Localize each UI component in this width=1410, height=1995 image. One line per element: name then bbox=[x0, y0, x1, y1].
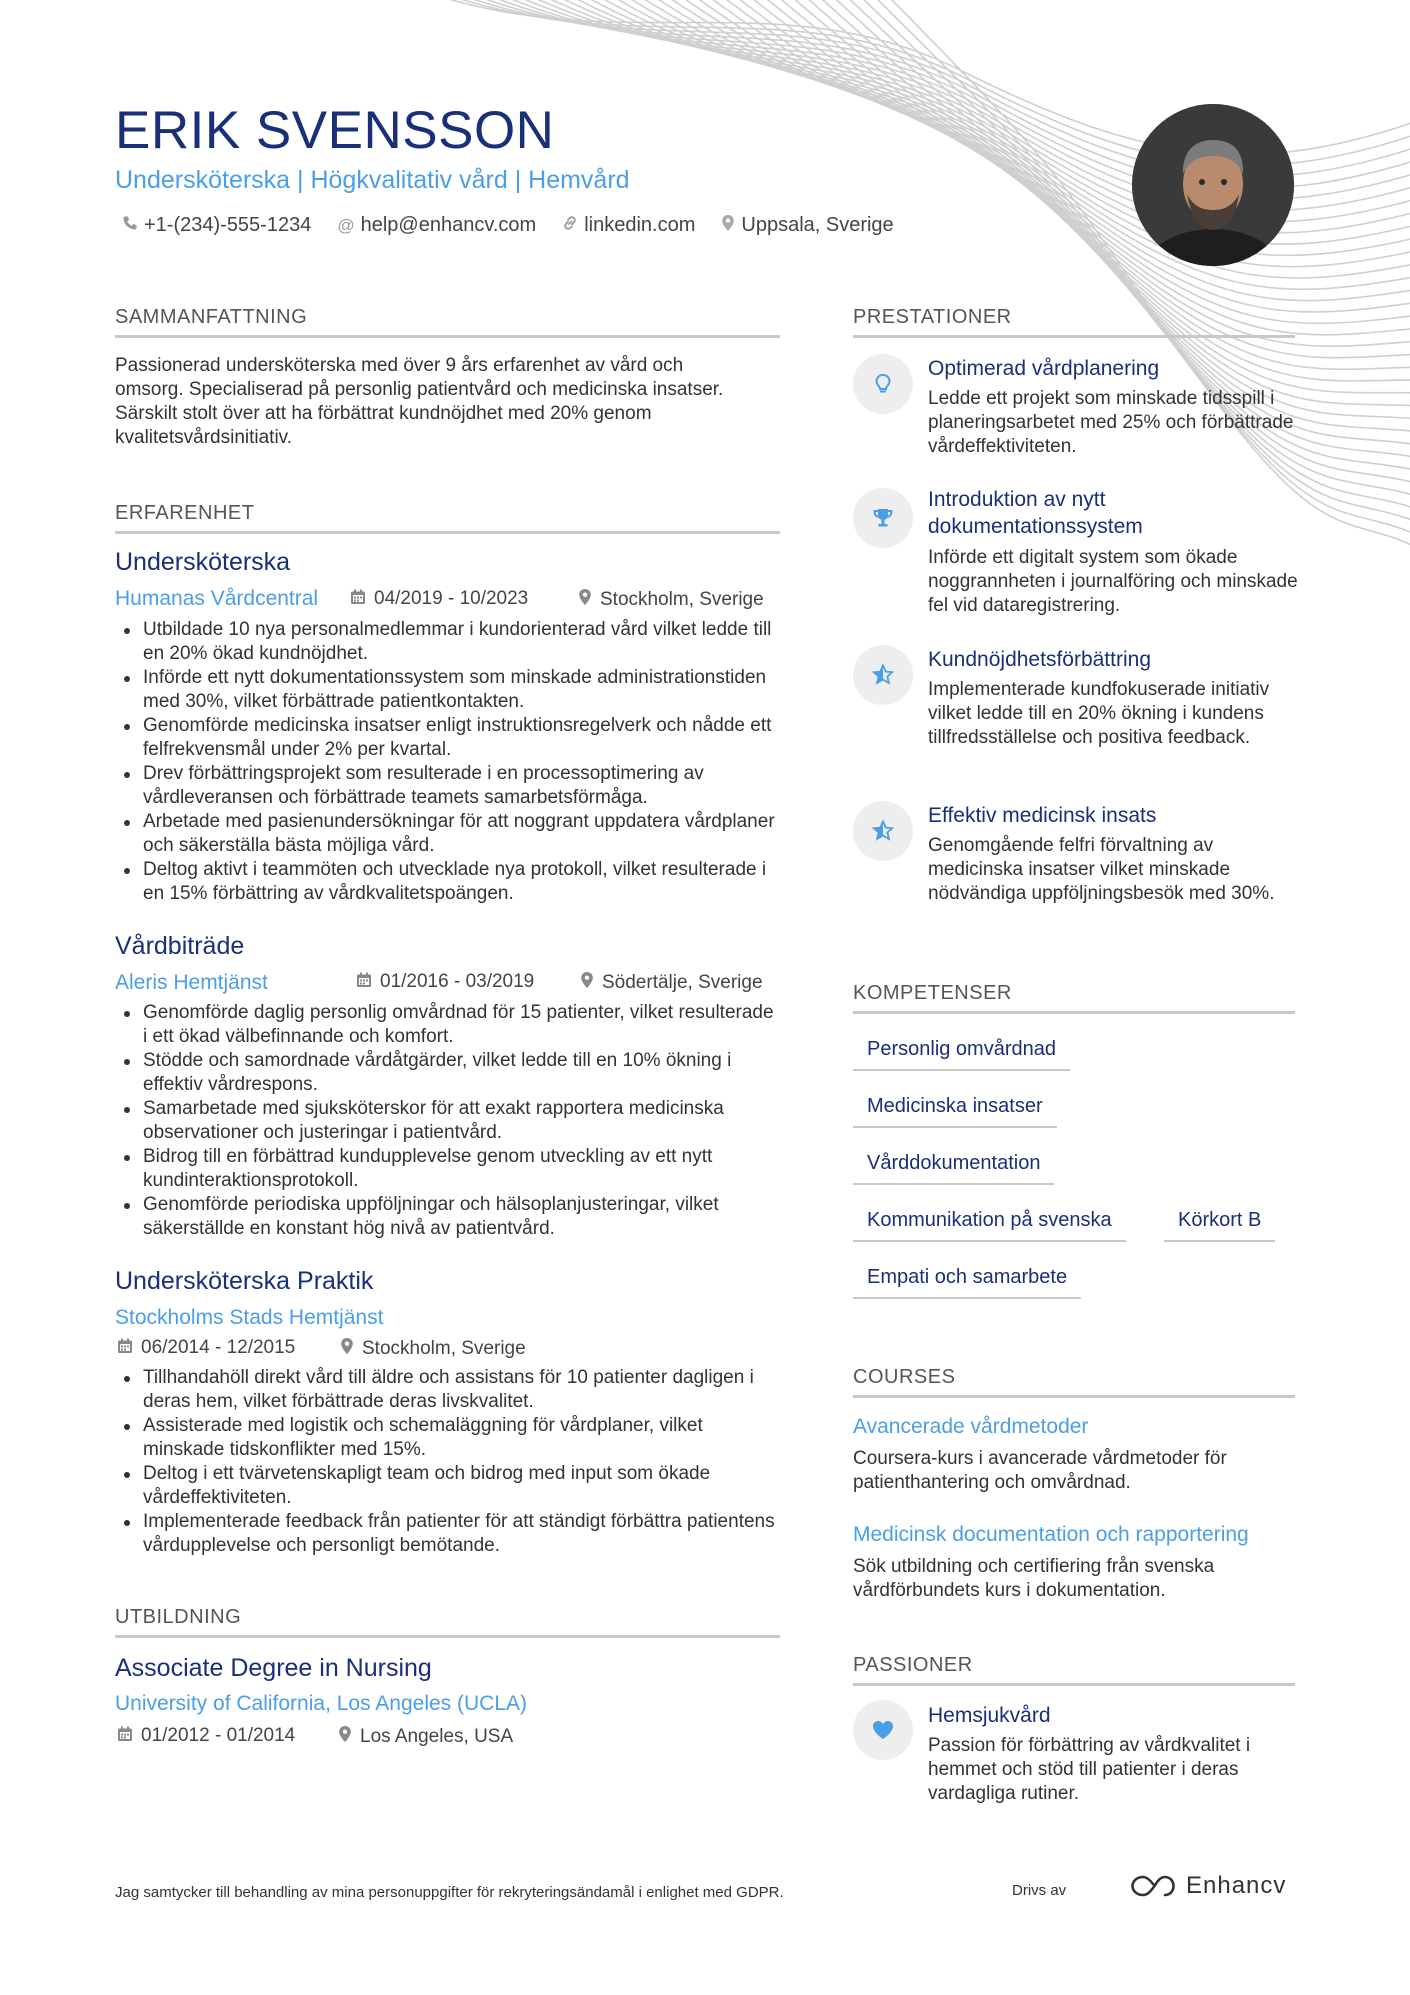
list-item: Införde ett nytt dokumentationssystem som minskade administrationstiden med 30%, vilket förbättrade patientkontakten. bbox=[115, 666, 775, 714]
enhancv-logo[interactable] bbox=[1130, 1872, 1286, 1900]
brand-name: Enhancv bbox=[1186, 1872, 1287, 1899]
list-item: Implementerade feedback från patienter för att ständigt förbättra patientens vårdupplevelse och personligt bemötande. bbox=[115, 1510, 775, 1558]
location-text: Stockholm, Sverige bbox=[600, 588, 764, 610]
job-bullets bbox=[115, 1001, 775, 1241]
list-item: Stödde och samordnade vårdåtgärder, vilket ledde till en 10% ökning i effektiv vårdrespons. bbox=[115, 1049, 775, 1097]
dates-text: 01/2016 - 03/2019 bbox=[380, 971, 535, 992]
achievement-title: Optimerad vårdplanering bbox=[928, 357, 1160, 380]
job-location bbox=[580, 971, 763, 994]
dates-text: 04/2019 - 10/2023 bbox=[374, 588, 529, 609]
location-pin-icon bbox=[721, 214, 735, 237]
list-item: Arbetade med pasienundersökningar för att noggrant uppdatera vårdplaner och säkerställa bästa möjliga vård. bbox=[115, 810, 775, 858]
contact-phone[interactable] bbox=[122, 214, 311, 237]
achievement-desc: Implementerade kundfokuserade initiativ vilket ledde till en 20% ökning i kundens tillfredsställelse och positiva feedback. bbox=[928, 679, 1270, 748]
powered-by-label: Drivs av bbox=[1012, 1882, 1067, 1899]
heart-icon bbox=[853, 1700, 913, 1760]
profile-photo bbox=[1132, 104, 1294, 266]
section-title-experience: ERFARENHET bbox=[115, 502, 780, 534]
job-title: Undersköterska Praktik bbox=[115, 1267, 374, 1295]
achievement-title: Introduktion av nytt dokumentationssystem bbox=[928, 488, 1143, 538]
candidate-headline: Undersköterska | Högkvalitativ vård | Hemvård bbox=[115, 166, 630, 194]
dates-text: 06/2014 - 12/2015 bbox=[141, 1337, 296, 1358]
list-item: Bidrog till en förbättrad kundupplevelse genom utveckling av ett nytt kundinteraktionsprotokoll. bbox=[115, 1145, 775, 1193]
section-title-skills: KOMPETENSER bbox=[853, 982, 1295, 1014]
job-location bbox=[578, 588, 764, 611]
achievement-title: Kundnöjdhetsförbättring bbox=[928, 648, 1151, 671]
location-pin-icon bbox=[340, 1337, 354, 1360]
calendar-icon bbox=[117, 1726, 133, 1747]
calendar-icon bbox=[117, 1338, 133, 1359]
contact-email[interactable] bbox=[337, 214, 536, 237]
skill-tag: Medicinska insatser bbox=[853, 1095, 1057, 1128]
skill-tag: Körkort B bbox=[1164, 1209, 1275, 1242]
achievement-desc: Ledde ett projekt som minskade tidsspill i planeringsarbetet med 25% och förbättrade vårdeffektiviteten. bbox=[928, 388, 1294, 457]
passion-desc: Passion för förbättring av vårdkvalitet i hemmet och stöd till patienter i deras vardagliga rutiner. bbox=[928, 1735, 1251, 1804]
course-desc: Coursera-kurs i avancerade vårdmetoder för patienthantering och omvårdnad. bbox=[853, 1448, 1227, 1493]
company-name: Aleris Hemtjänst bbox=[115, 971, 268, 994]
calendar-icon bbox=[356, 972, 372, 993]
achievement-desc: Genomgående felfri förvaltning av medicinska insatser vilket minskade nödvändiga uppföljningsbesök med 30%. bbox=[928, 835, 1275, 904]
section-title-summary: SAMMANFATTNING bbox=[115, 306, 780, 338]
star-icon bbox=[853, 645, 913, 705]
location-text: Stockholm, Sverige bbox=[362, 1337, 526, 1359]
achievement-title: Effektiv medicinsk insats bbox=[928, 804, 1157, 827]
skill-tag: Empati och samarbete bbox=[853, 1266, 1081, 1299]
job-dates bbox=[350, 588, 528, 610]
location-text: Uppsala, Sverige bbox=[741, 214, 894, 236]
linkedin-text: linkedin.com bbox=[584, 214, 696, 236]
location-text: Södertälje, Sverige bbox=[602, 971, 763, 993]
list-item: Deltog aktivt i teammöten och utvecklade nya protokoll, vilket resulterade i en 15% förbättring av vårdkvalitetspoängen. bbox=[115, 858, 775, 906]
location-pin-icon bbox=[578, 588, 592, 611]
skill-tag: Vårddokumentation bbox=[853, 1152, 1054, 1185]
trophy-icon bbox=[853, 488, 913, 548]
at-icon: @ bbox=[337, 215, 355, 235]
list-item: Utbildade 10 nya personalmedlemmar i kundorienterad vård vilket ledde till en 20% ökad kundnöjdhet. bbox=[115, 618, 775, 666]
location-pin-icon bbox=[338, 1725, 352, 1748]
lightbulb-icon bbox=[853, 354, 913, 414]
dates-text: 01/2012 - 01/2014 bbox=[141, 1725, 296, 1746]
company-name: Humanas Vårdcentral bbox=[115, 587, 319, 610]
list-item: Deltog i ett tvärvetenskapligt team och bidrog med input som ökade vårdeffektiviteten. bbox=[115, 1462, 775, 1510]
job-title: Undersköterska bbox=[115, 548, 291, 576]
contact-location bbox=[721, 214, 893, 237]
contact-bar bbox=[122, 214, 920, 237]
list-item: Assisterade med logistik och schemaläggning för vårdplaner, vilket minskade tidskonflikter med 15%. bbox=[115, 1414, 775, 1462]
candidate-name: ERIK SVENSSON bbox=[115, 101, 555, 160]
summary-text: Passionerad undersköterska med över 9 års erfarenhet av vård och omsorg. Specialiserad på personlig patientvård och medicinska insatser. Särskilt stolt över att ha förbättrat kundnöjdhet med 20% genom kvalitetsvårdsinitiativ. bbox=[115, 355, 724, 448]
job-location bbox=[340, 1337, 526, 1360]
phone-icon bbox=[122, 215, 138, 236]
phone-text: +1-(234)-555-1234 bbox=[144, 214, 312, 236]
contact-linkedin[interactable] bbox=[562, 214, 695, 237]
list-item: Samarbetade med sjuksköterskor för att exakt rapportera medicinska observationer och justeringar i patientvård. bbox=[115, 1097, 775, 1145]
list-item: Genomförde periodiska uppföljningar och hälsoplanjusteringar, vilket säkerställde en konstant hög nivå av patientvård. bbox=[115, 1193, 775, 1241]
education-dates bbox=[117, 1725, 295, 1747]
section-title-passions: PASSIONER bbox=[853, 1654, 1295, 1686]
enhancv-logo-mark bbox=[1130, 1873, 1176, 1899]
section-title-achievements: PRESTATIONER bbox=[853, 306, 1295, 338]
achievement-desc: Införde ett digitalt system som ökade noggrannheten i journalföring och minskade fel vid dataregistrering. bbox=[928, 547, 1298, 616]
section-title-courses: COURSES bbox=[853, 1366, 1295, 1398]
gdpr-consent-text: Jag samtycker till behandling av mina personuppgifter för rekryteringsändamål i enlighet med GDPR. bbox=[115, 1884, 784, 1901]
star-icon bbox=[853, 801, 913, 861]
skill-tag: Personlig omvårdnad bbox=[853, 1038, 1070, 1071]
job-dates bbox=[117, 1337, 295, 1359]
company-name: Stockholms Stads Hemtjänst bbox=[115, 1306, 384, 1329]
email-text: help@enhancv.com bbox=[360, 214, 537, 236]
job-title: Vårdbiträde bbox=[115, 932, 245, 960]
list-item: Genomförde medicinska insatser enligt instruktionsregelverk och nådde ett felfrekvensmål under 2% per kvartal. bbox=[115, 714, 775, 762]
skill-tag: Kommunikation på svenska bbox=[853, 1209, 1126, 1242]
location-pin-icon bbox=[580, 971, 594, 994]
list-item: Genomförde daglig personlig omvårdnad för 15 patienter, vilket resulterade i ett ökad välbefinnande och komfort. bbox=[115, 1001, 775, 1049]
location-text: Los Angeles, USA bbox=[360, 1725, 514, 1747]
calendar-icon bbox=[350, 589, 366, 610]
course-title: Avancerade vårdmetoder bbox=[853, 1415, 1089, 1438]
course-title: Medicinsk documentation och rapportering bbox=[853, 1523, 1249, 1546]
section-title-education: UTBILDNING bbox=[115, 1606, 780, 1638]
link-icon bbox=[562, 215, 578, 236]
list-item: Drev förbättringsprojekt som resulterade i en processoptimering av vårdleveransen och förbättrade teamets samarbetsförmåga. bbox=[115, 762, 775, 810]
job-bullets bbox=[115, 1366, 775, 1558]
education-location bbox=[338, 1725, 513, 1748]
job-dates bbox=[356, 971, 534, 993]
degree-title: Associate Degree in Nursing bbox=[115, 1654, 432, 1682]
list-item: Tillhandahöll direkt vård till äldre och assistans för 10 patienter dagligen i deras hem, vilket förbättrade deras livskvalitet. bbox=[115, 1366, 775, 1414]
school-name: University of California, Los Angeles (UCLA) bbox=[115, 1692, 528, 1715]
job-bullets bbox=[115, 618, 775, 906]
passion-title: Hemsjukvård bbox=[928, 1704, 1051, 1727]
course-desc: Sök utbildning och certifiering från svenska vårdförbundets kurs i dokumentation. bbox=[853, 1556, 1215, 1601]
